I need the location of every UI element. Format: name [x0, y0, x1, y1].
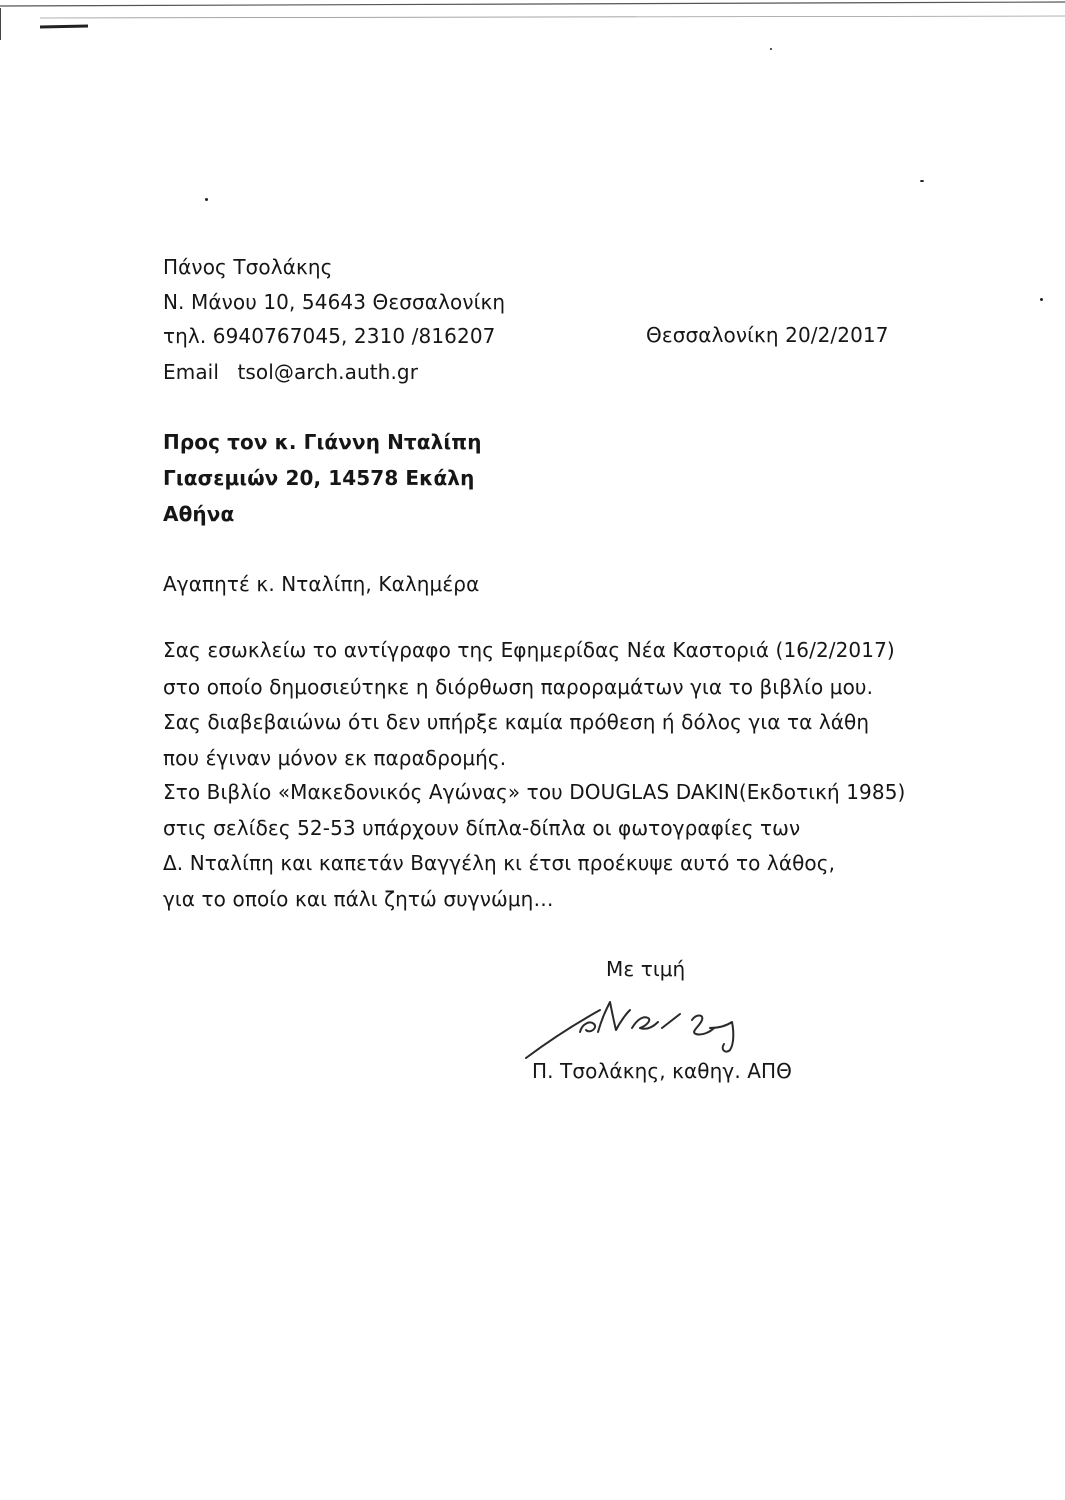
greeting: Αγαπητέ κ. Νταλίπη, Καλημέρα	[163, 572, 480, 596]
scan-speck	[770, 48, 772, 50]
sender-phone: τηλ. 6940767045, 2310 /816207	[163, 324, 496, 348]
sender-name: Πάνος Τσολάκης	[163, 255, 333, 279]
body-line: που έγιναν μόνον εκ παραδρομής.	[163, 746, 507, 770]
recipient-line-2: Γιασεμιών 20, 14578 Εκάλη	[163, 466, 475, 490]
body-line: στο οποίο δημοσιεύτηκε η διόρθωση παροραμάτων για το βιβλίο μου.	[163, 675, 874, 699]
body-line: Στο Βιβλίο «Μακεδονικός Αγώνας» του DOUGLAS DAKIN(Εκδοτική 1985)	[163, 780, 906, 804]
body-line: Δ. Νταλίπη και καπετάν Βαγγέλη κι έτσι προέκυψε αυτό το λάθος,	[163, 851, 836, 875]
letter-date: Θεσσαλονίκη 20/2/2017	[646, 323, 889, 347]
recipient-line-1: Προς τον κ. Γιάννη Νταλίπη	[163, 430, 482, 454]
sender-address: Ν. Μάνου 10, 54643 Θεσσαλονίκη	[163, 290, 506, 314]
scan-speck	[205, 198, 208, 201]
body-line: για το οποίο και πάλι ζητώ συγνώμη…	[163, 887, 554, 911]
body-line: Σας εσωκλείω το αντίγραφο της Εφημερίδας Νέα Καστοριά (16/2/2017)	[163, 638, 895, 662]
body-line: στις σελίδες 52-53 υπάρχουν δίπλα-δίπλα οι φωτογραφίες των	[163, 816, 801, 840]
signature-name: Π. Τσολάκης, καθηγ. ΑΠΘ	[532, 1059, 793, 1083]
handwritten-signature	[520, 988, 800, 1068]
email-address: tsol@arch.auth.gr	[237, 360, 419, 384]
email-label: Email	[163, 360, 219, 384]
scan-speck	[920, 180, 924, 182]
body-line: Σας διαβεβαιώνω ότι δεν υπήρξε καμία πρόθεση ή δόλος για τα λάθη	[163, 710, 870, 734]
scan-border	[0, 0, 1065, 40]
closing: Με τιμή	[606, 957, 686, 981]
recipient-line-3: Αθήνα	[163, 502, 235, 526]
scan-speck	[1040, 298, 1043, 301]
sender-email-row	[163, 359, 418, 385]
